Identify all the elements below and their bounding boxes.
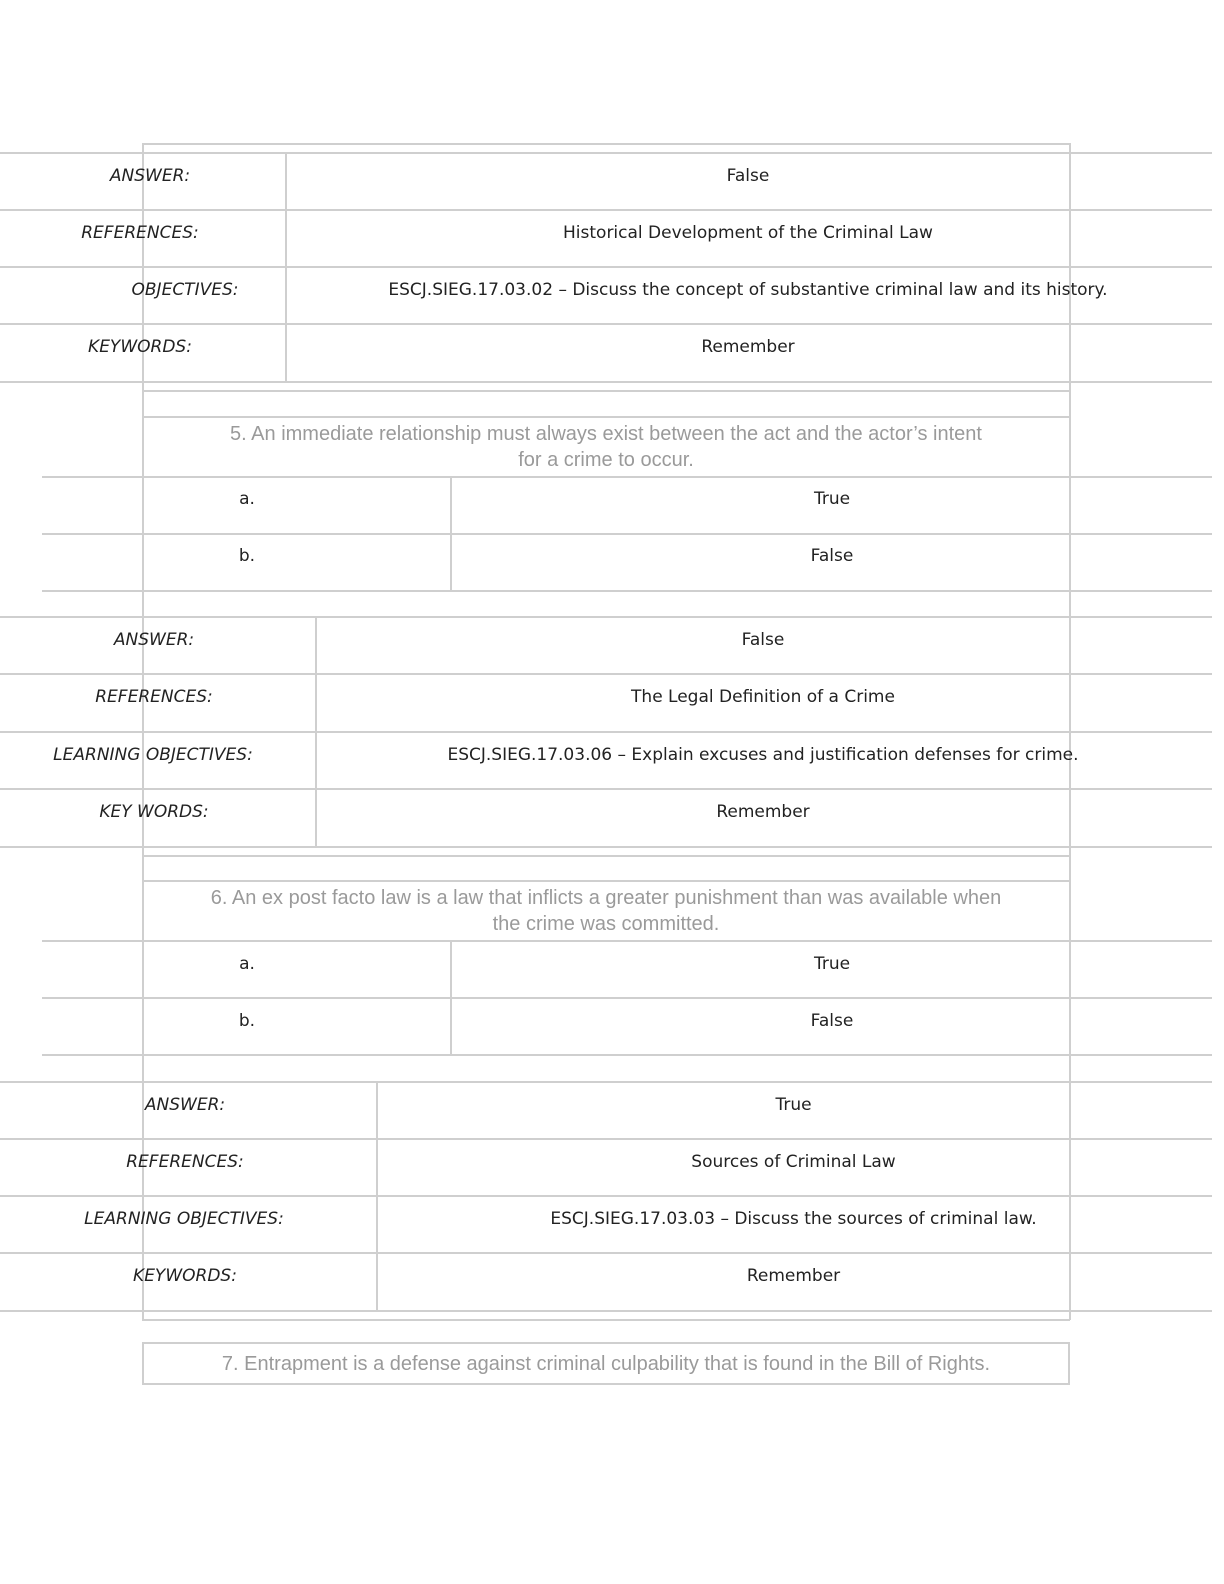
references-value: The Legal Definition of a Crime xyxy=(631,686,895,707)
keywords-value: Remember xyxy=(701,336,795,357)
option-a-value[interactable]: True xyxy=(813,489,851,509)
keywords-value: Remember xyxy=(746,1265,841,1286)
option-b-value[interactable]: False xyxy=(810,1010,854,1031)
objectives-label: OBJECTIVES: xyxy=(131,279,239,300)
references-label: REFERENCES: xyxy=(126,1151,244,1172)
option-a-letter: a. xyxy=(239,953,255,974)
references-label: REFERENCES: xyxy=(95,686,213,707)
objectives-value: ESCJ.SIEG.17.03.02 – Discuss the concept of substantive criminal law and its history. xyxy=(388,279,1108,300)
keywords-label: KEY WORDS: xyxy=(99,801,209,822)
question-7 xyxy=(142,1342,1070,1385)
objectives-value: ESCJ.SIEG.17.03.03 – Discuss the sources of criminal law. xyxy=(550,1208,1037,1229)
answer-value: True xyxy=(775,1094,812,1115)
question-5-text: 5. An immediate relationship must always exist between the act and the actor’s intent for a crime to occur. xyxy=(230,423,982,471)
option-a-value[interactable]: True xyxy=(813,953,851,974)
references-label: REFERENCES: xyxy=(81,222,199,243)
option-b-value[interactable]: False xyxy=(810,546,854,566)
objectives-value: ESCJ.SIEG.17.03.06 – Explain excuses and justification defenses for crime. xyxy=(447,744,1079,765)
keywords-label: KEYWORDS: xyxy=(133,1265,237,1286)
option-a-letter: a. xyxy=(239,489,255,509)
references-value: Historical Development of the Criminal Law xyxy=(563,222,933,243)
references-value: Sources of Criminal Law xyxy=(691,1151,896,1172)
answer-label: ANSWER: xyxy=(144,1094,226,1115)
option-b-letter: b. xyxy=(238,1010,256,1031)
answer-label: ANSWER: xyxy=(109,165,191,186)
answer-value: False xyxy=(741,629,785,650)
frame-top-border xyxy=(142,143,1070,145)
question-6-text: 6. An ex post facto law is a law that inflicts a greater punishment than was available when the crime was committed. xyxy=(210,887,1002,935)
question-7-text: 7. Entrapment is a defense against criminal culpability that is found in the Bill of Rights. xyxy=(221,1352,991,1375)
keywords-label: KEYWORDS: xyxy=(88,336,192,357)
answer-value: False xyxy=(726,165,770,186)
answer-label: ANSWER: xyxy=(113,629,195,650)
objectives-label: LEARNING OBJECTIVES: xyxy=(84,1208,284,1229)
objectives-label: LEARNING OBJECTIVES: xyxy=(53,744,253,765)
option-b-letter: b. xyxy=(238,546,256,566)
keywords-value: Remember xyxy=(716,801,810,822)
